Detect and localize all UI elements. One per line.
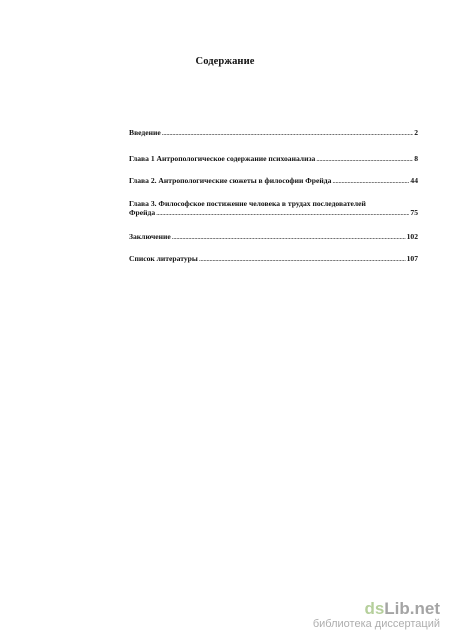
- toc-leader-dots: [162, 128, 413, 138]
- toc-leader-dots: [316, 154, 413, 164]
- toc-entry-page: 75: [410, 208, 418, 217]
- watermark: [313, 600, 440, 630]
- toc-entry-page: 8: [414, 154, 418, 163]
- toc-leader-dots: [199, 254, 406, 264]
- toc-entry-bibliography: [129, 254, 418, 264]
- toc-entry-label: Глава 1 Антропологическое содержание психоанализа: [129, 154, 316, 163]
- toc-entry-chapter-2: [129, 176, 418, 186]
- toc-entry-chapter-3: [129, 208, 418, 218]
- toc-entry-page: 44: [410, 176, 418, 185]
- toc-entry-chapter-3-line1: Глава 3. Философское постижение человека в трудах последователей: [129, 199, 366, 208]
- watermark-logo: [313, 600, 440, 618]
- toc-entry-label: Введение: [129, 128, 161, 137]
- toc-entry-page: 2: [414, 128, 418, 137]
- watermark-subtitle: библиотека диссертаций: [312, 618, 440, 630]
- toc-entry-conclusion: [129, 232, 418, 242]
- toc-leader-dots: [172, 232, 406, 242]
- toc-entry-label: Фрейда: [129, 208, 156, 217]
- toc-entry-page: 102: [406, 232, 418, 241]
- watermark-logo-ds: ds: [364, 599, 385, 618]
- toc-entry-introduction: [129, 128, 418, 138]
- toc-leader-dots: [332, 176, 409, 186]
- toc-entry-chapter-1: [129, 154, 418, 164]
- watermark-logo-lib: Lib.net: [384, 599, 440, 618]
- toc-entry-label: Список литературы: [129, 254, 198, 263]
- toc-leader-dots: [156, 208, 409, 218]
- page-title: Содержание: [195, 56, 255, 67]
- toc-entry-label: Заключение: [129, 232, 171, 241]
- toc-entry-page: 107: [406, 254, 418, 263]
- toc-entry-label: Глава 2. Антропологические сюжеты в философии Фрейда: [129, 176, 332, 185]
